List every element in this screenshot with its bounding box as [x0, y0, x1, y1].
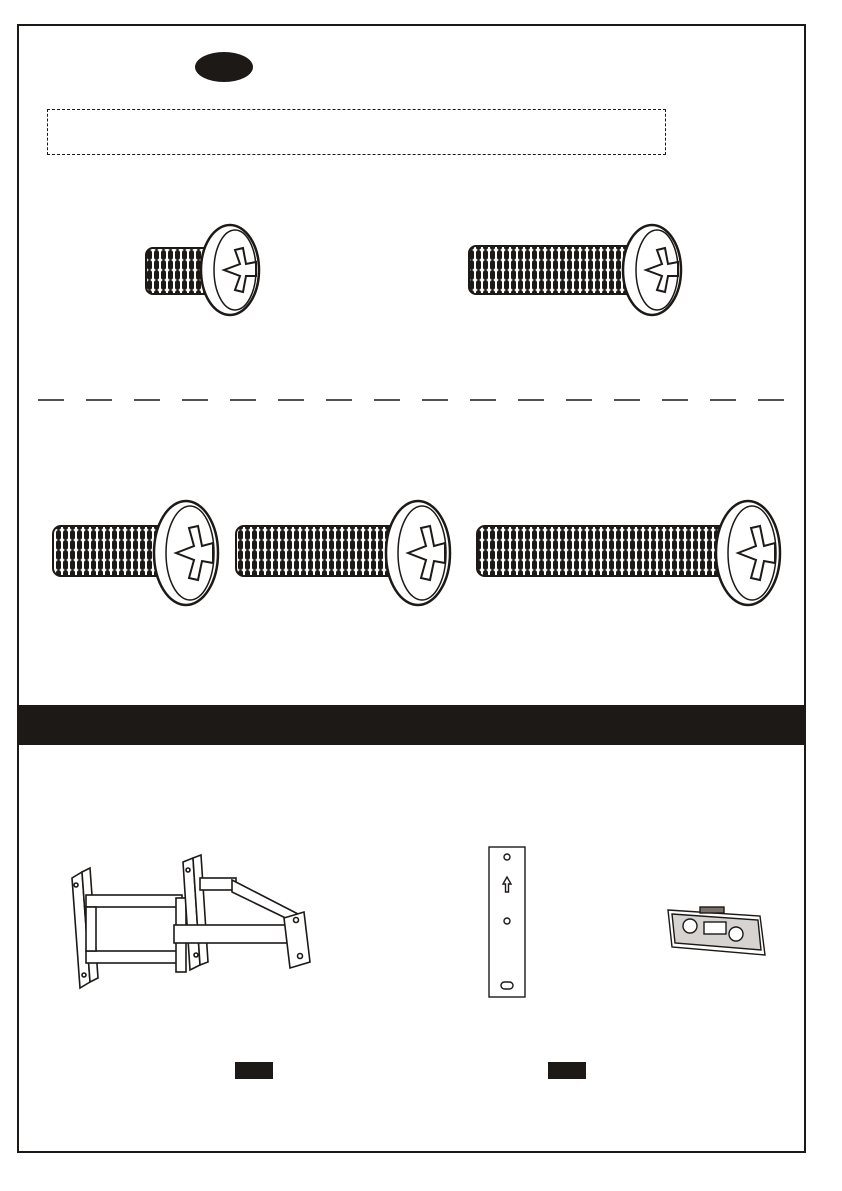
bubble-level-illustration [668, 907, 765, 955]
wall-mount-illustration [72, 855, 310, 988]
mount-quantity-tag [235, 1062, 273, 1079]
section-header [17, 705, 806, 745]
long-screw-a-illustration [53, 501, 218, 605]
wall-plate-quantity-tag [548, 1062, 586, 1079]
long-screw-b-illustration [236, 501, 450, 605]
long-screw-c-illustration [477, 501, 780, 605]
short-screw-illustration [146, 225, 259, 315]
medium-screw-illustration [469, 225, 681, 315]
wall-plate-illustration [489, 847, 525, 997]
